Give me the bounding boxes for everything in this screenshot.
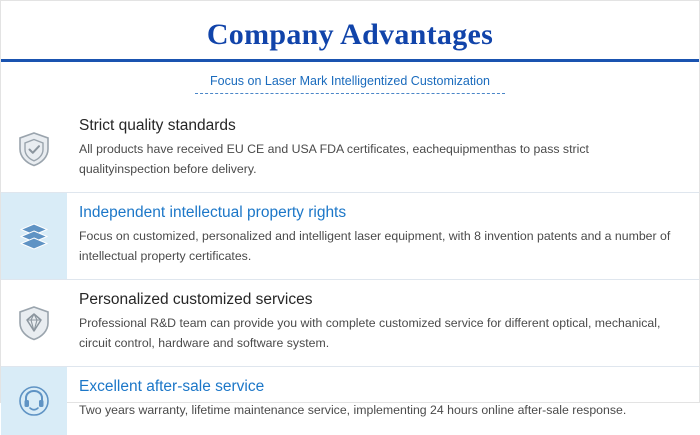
text-cell bbox=[67, 280, 699, 366]
shield-check-icon bbox=[14, 129, 54, 169]
item-description: Professional R&D team can provide you with complete customized service for different optical, mechanical, circuit control, hardware and software system. bbox=[79, 314, 683, 354]
layers-stack-icon bbox=[14, 216, 54, 256]
item-title: Personalized customized services bbox=[79, 290, 683, 309]
text-cell bbox=[67, 106, 699, 192]
title-divider bbox=[1, 59, 699, 62]
headset-support-icon bbox=[14, 381, 54, 421]
list-item bbox=[1, 193, 699, 280]
item-title: Strict quality standards bbox=[79, 116, 683, 135]
item-title: Independent intellectual property rights bbox=[79, 203, 683, 222]
item-description: Two years warranty, lifetime maintenance service, implementing 24 hours online after-sale response. bbox=[79, 401, 683, 421]
diamond-gem-icon bbox=[14, 303, 54, 343]
page-header bbox=[1, 1, 699, 94]
icon-cell bbox=[1, 280, 67, 366]
text-cell bbox=[67, 193, 699, 279]
page-subtitle: Focus on Laser Mark Intelligentized Customization bbox=[1, 74, 699, 88]
icon-cell bbox=[1, 193, 67, 279]
list-item bbox=[1, 367, 699, 435]
icon-cell bbox=[1, 367, 67, 435]
page-title: Company Advantages bbox=[1, 19, 699, 51]
list-item bbox=[1, 106, 699, 193]
text-cell bbox=[67, 367, 699, 433]
list-item bbox=[1, 280, 699, 367]
advantage-list bbox=[1, 106, 699, 435]
icon-cell bbox=[1, 106, 67, 192]
item-description: Focus on customized, personalized and intelligent laser equipment, with 8 invention patents and a number of intellectual property certificates. bbox=[79, 227, 683, 267]
subtitle-dashed-divider bbox=[195, 93, 505, 94]
item-title: Excellent after-sale service bbox=[79, 377, 683, 396]
item-description: All products have received EU CE and USA FDA certificates, eachequipmenthas to pass strict qualityinspection before delivery. bbox=[79, 140, 683, 180]
